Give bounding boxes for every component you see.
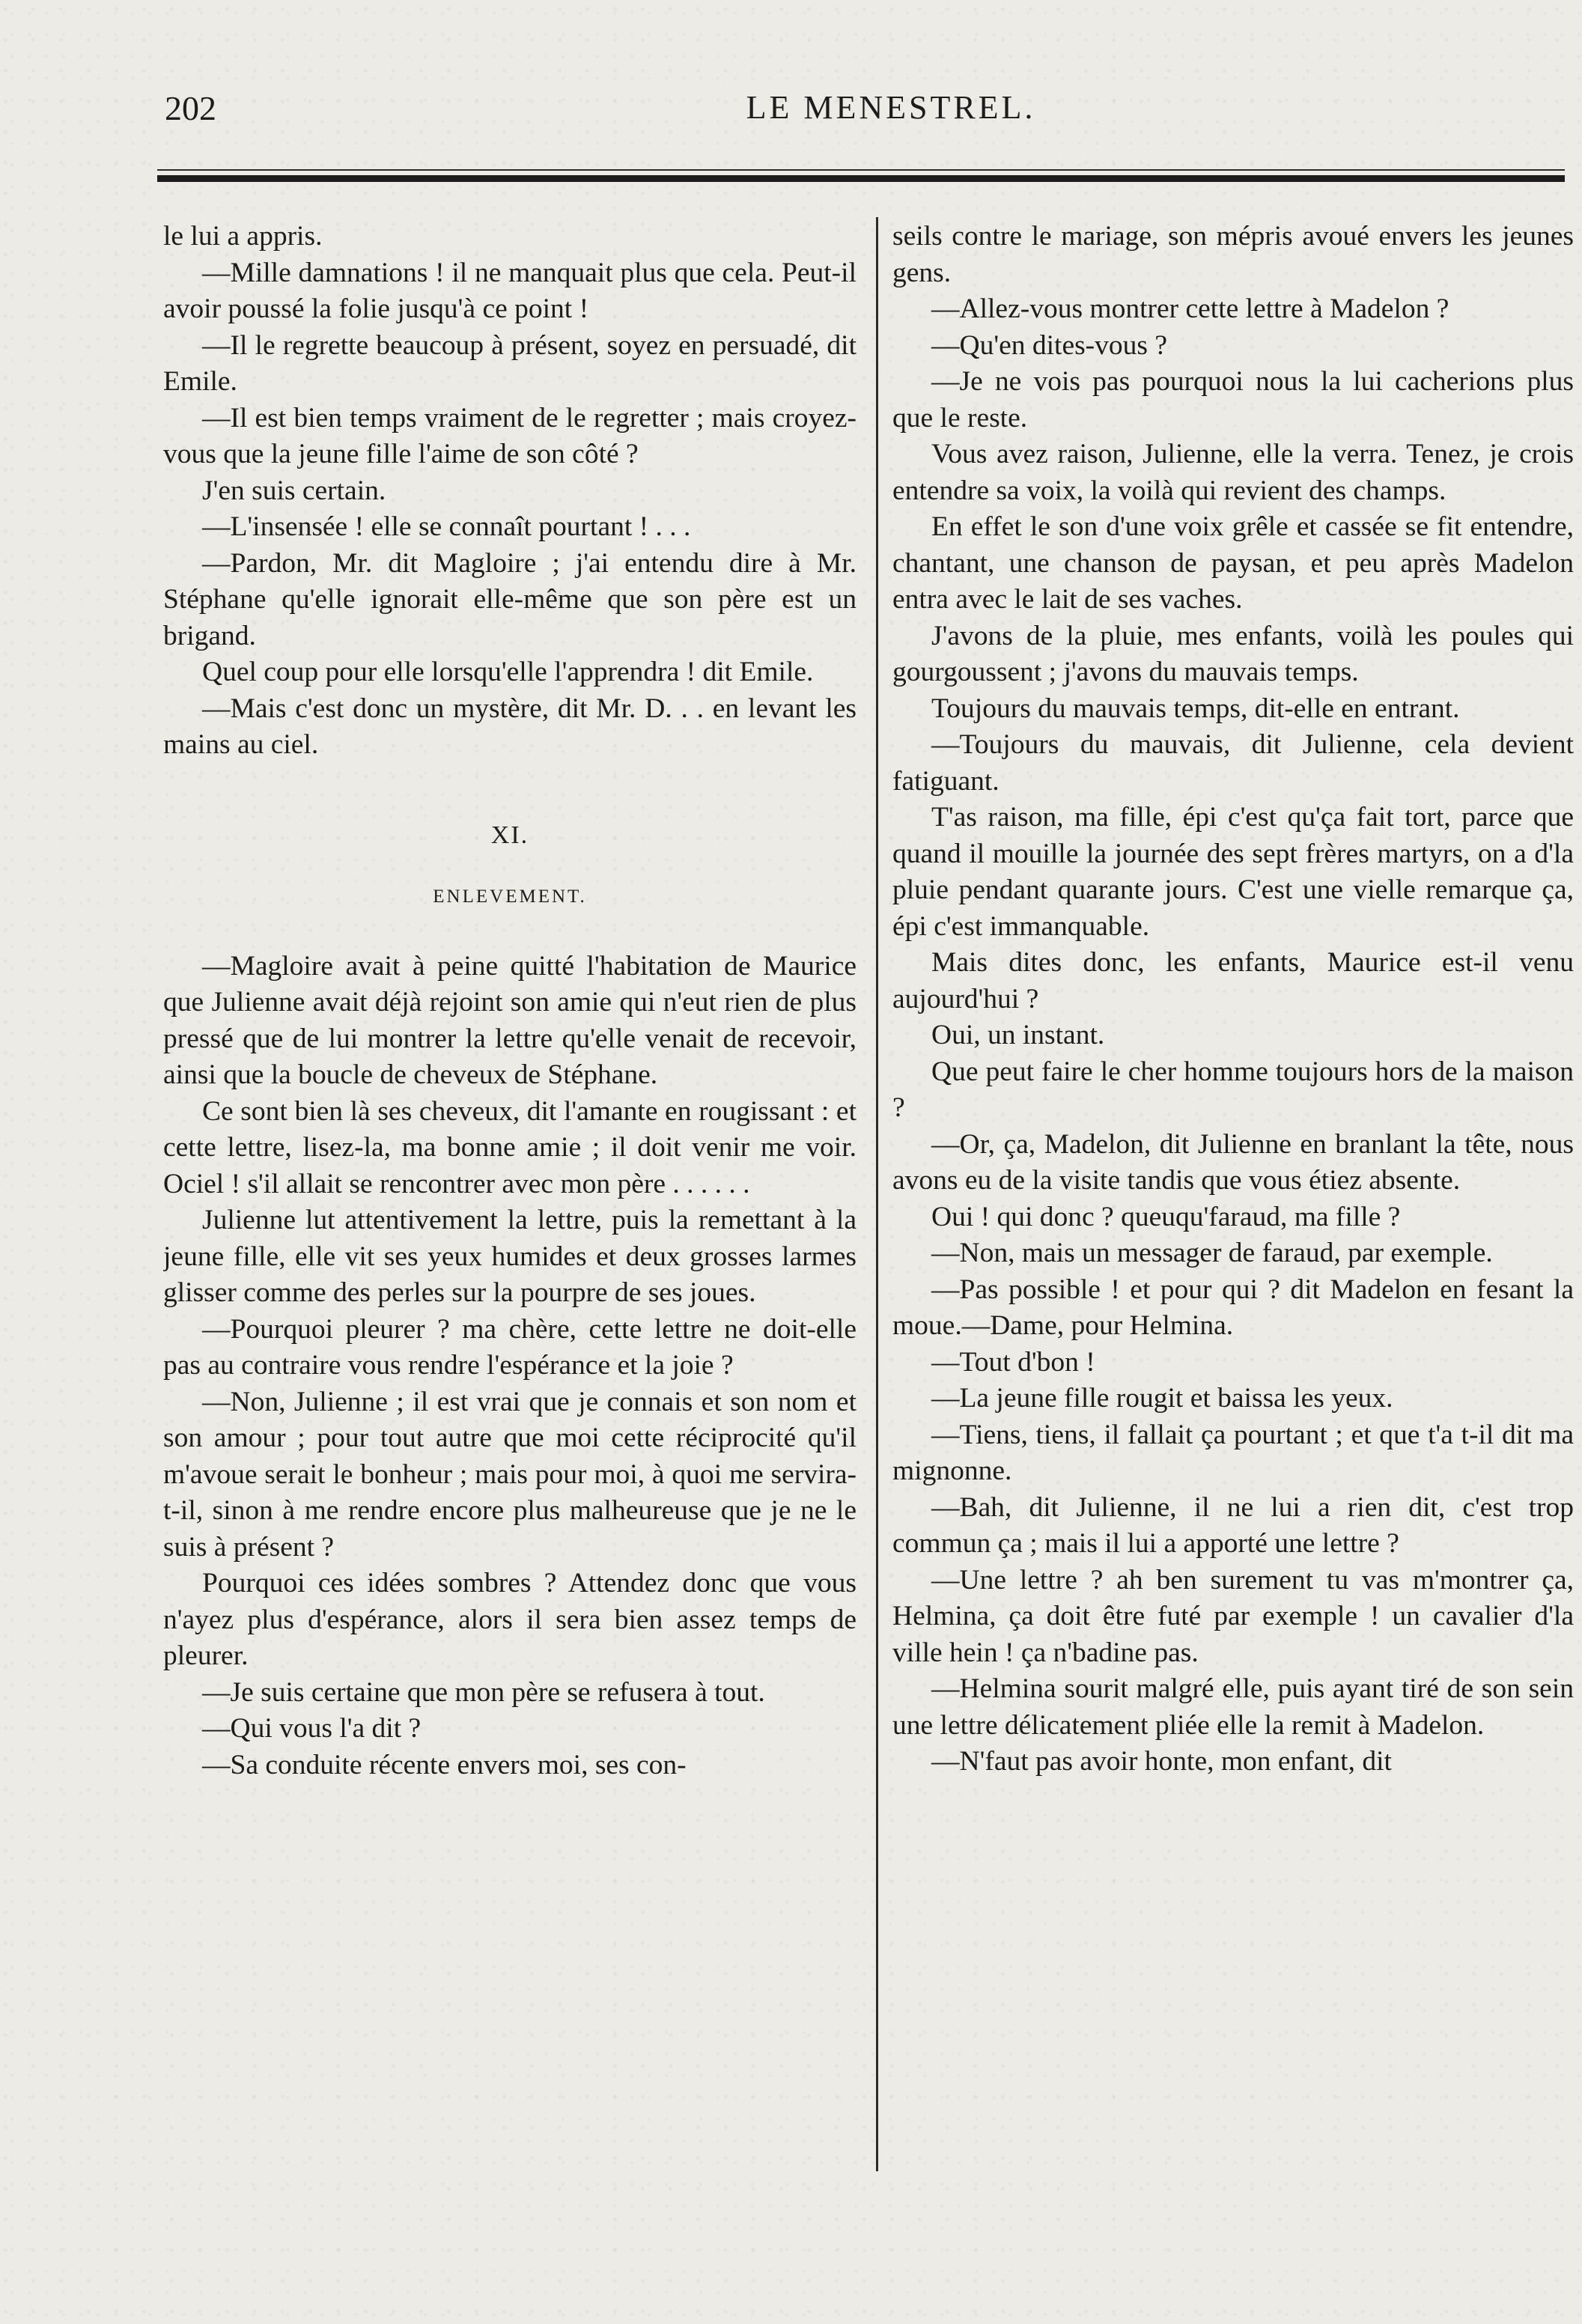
paragraph: —Non, mais un messager de faraud, par exemple. <box>931 1238 1493 1268</box>
paragraph: —Il le regrette beaucoup à présent, soyez en persuadé, dit Emile. <box>163 329 857 397</box>
paragraph: —N'faut pas avoir honte, mon enfant, dit <box>931 1746 1392 1777</box>
paragraph: —Mille damnations ! il ne manquait plus que cela. Peut-il avoir poussé la folie jusqu'à ce point ! <box>163 257 857 324</box>
section-title: ENLEVEMENT. <box>433 886 587 907</box>
paragraph: Quel coup pour elle lorsqu'elle l'apprendra ! dit Emile. <box>202 657 814 687</box>
left-paragraphs-before <box>163 219 857 764</box>
paragraph: —Magloire avait à peine quitté l'habitation de Maurice que Julienne avait déjà rejoint son amie qui n'eut rien de plus pressé que de lui montrer la lettre qu'elle venait de recevoir, ainsi que la boucle de cheveux de Stéphane. <box>163 950 857 1090</box>
header-thin-rule <box>157 169 1565 171</box>
paragraph: J'avons de la pluie, mes enfants, voilà les poules qui gourgoussent ; j'avons du mauvais temps. <box>892 620 1574 687</box>
paragraph: —Pourquoi pleurer ? ma chère, cette lettre ne doit-elle pas au contraire vous rendre l'espérance et la joie ? <box>163 1313 857 1381</box>
paragraph: seils contre le mariage, son mépris avoué envers les jeunes gens. <box>892 221 1574 288</box>
paragraph: —Tout d'bon ! <box>931 1346 1095 1378</box>
paragraph: —La jeune fille rougit et baissa les yeux. <box>931 1383 1393 1414</box>
header-thick-rule <box>157 175 1565 182</box>
page-header <box>165 88 1572 141</box>
journal-title: LE MENESTREL. <box>746 89 1036 126</box>
paragraph: En effet le son d'une voix grêle et cassée se fit entendre, chantant, une chanson de paysan, et peu après Madelon entra avec le lait de ses vaches. <box>892 511 1574 615</box>
left-column <box>163 219 857 2173</box>
section-number: XI. <box>490 821 529 849</box>
paragraph: —Je ne vois pas pourquoi nous la lui cacherions plus que le reste. <box>892 366 1574 434</box>
paragraph: Pourquoi ces idées sombres ? Attendez donc que vous n'ayez plus d'espérance, alors il sera bien assez temps de pleurer. <box>163 1568 857 1671</box>
paragraph: —Toujours du mauvais, dit Julienne, cela devient fatiguant. <box>892 729 1574 797</box>
right-paragraphs <box>892 219 1574 1780</box>
left-paragraphs-after <box>163 949 857 1784</box>
paragraph: Oui ! qui donc ? queuqu'faraud, ma fille ? <box>931 1201 1401 1232</box>
paragraph: —Or, ça, Madelon, dit Julienne en branlant la tête, nous avons eu de la visite tandis que vous étiez absente. <box>892 1128 1574 1196</box>
paragraph: Ce sont bien là ses cheveux, dit l'amante en rougissant : et cette lettre, lisez-la, ma bonne amie ; il doit venir me voir. Ociel ! s'il allait se rencontrer avec mon père . . . . . . <box>163 1095 857 1199</box>
paragraph: —Je suis certaine que mon père se refusera à tout. <box>202 1676 765 1708</box>
column-divider <box>876 217 878 2171</box>
paragraph: —Pas possible ! et pour qui ? dit Madelon en fesant la moue.—Dame, pour Helmina. <box>892 1274 1574 1341</box>
paragraph: —Non, Julienne ; il est vrai que je connais et son nom et son amour ; pour tout autre que moi cette réciprocité qu'il m'avoue serait le bonheur ; mais pour moi, à quoi me servira-t-il, sinon à me rendre encore plus malheureuse que je ne le suis à présent ? <box>163 1386 857 1563</box>
paragraph: —Une lettre ? ah ben surement tu vas m'montrer ça, Helmina, ça doit être futé par exemple ! un cavalier d'la ville hein ! ça n'badine pas. <box>892 1564 1574 1668</box>
paragraph: J'en suis certain. <box>202 475 386 506</box>
paragraph: —Mais c'est donc un mystère, dit Mr. D. . . en levant les mains au ciel. <box>163 693 857 760</box>
paragraph: le lui a appris. <box>163 221 323 252</box>
paragraph: —Il est bien temps vraiment de le regretter ; mais croyez-vous que la jeune fille l'aime de son côté ? <box>163 402 857 469</box>
paragraph: Toujours du mauvais temps, dit-elle en entrant. <box>931 693 1460 724</box>
paragraph: Julienne lut attentivement la lettre, puis la remettant à la jeune fille, elle vit ses yeux humides et deux grosses larmes glisser comme des perles sur la pourpre de ses joues. <box>163 1205 857 1308</box>
paragraph: —Helmina sourit malgré elle, puis ayant tiré de son sein une lettre délicatement pliée elle la remit à Madelon. <box>892 1673 1574 1741</box>
right-column <box>892 219 1574 2173</box>
paragraph: Vous avez raison, Julienne, elle la verra. Tenez, je crois entendre sa voix, la voilà qui revient des champs. <box>892 439 1574 506</box>
page-number: 202 <box>165 89 216 127</box>
paragraph: T'as raison, ma fille, épi c'est qu'ça fait tort, parce que quand il mouille la journée des sept frères martyrs, on a d'la pluie pendant quarante jours. C'est une vielle remarque ça, épi c'est immanquable. <box>892 802 1574 942</box>
paragraph: Que peut faire le cher homme toujours hors de la maison ? <box>892 1056 1574 1123</box>
paragraph: —Pardon, Mr. dit Magloire ; j'ai entendu dire à Mr. Stéphane qu'elle ignorait elle-même que son père est un brigand. <box>163 547 857 651</box>
paragraph: —Qui vous l'a dit ? <box>202 1713 422 1744</box>
paragraph: Mais dites donc, les enfants, Maurice est-il venu aujourd'hui ? <box>892 947 1574 1015</box>
paragraph: —Tiens, tiens, il fallait ça pourtant ; et que t'a t-il dit ma mignonne. <box>892 1419 1574 1486</box>
paragraph: —Allez-vous montrer cette lettre à Madelon ? <box>931 293 1449 324</box>
paragraph: —L'insensée ! elle se connaît pourtant ! . . . <box>202 511 691 542</box>
paragraph: Oui, un instant. <box>931 1020 1105 1050</box>
paragraph: —Sa conduite récente envers moi, ses con- <box>202 1749 687 1780</box>
paragraph: —Qu'en dites-vous ? <box>931 329 1168 361</box>
paragraph: —Bah, dit Julienne, il ne lui a rien dit, c'est trop commun ça ; mais il lui a apporté une lettre ? <box>892 1491 1574 1559</box>
